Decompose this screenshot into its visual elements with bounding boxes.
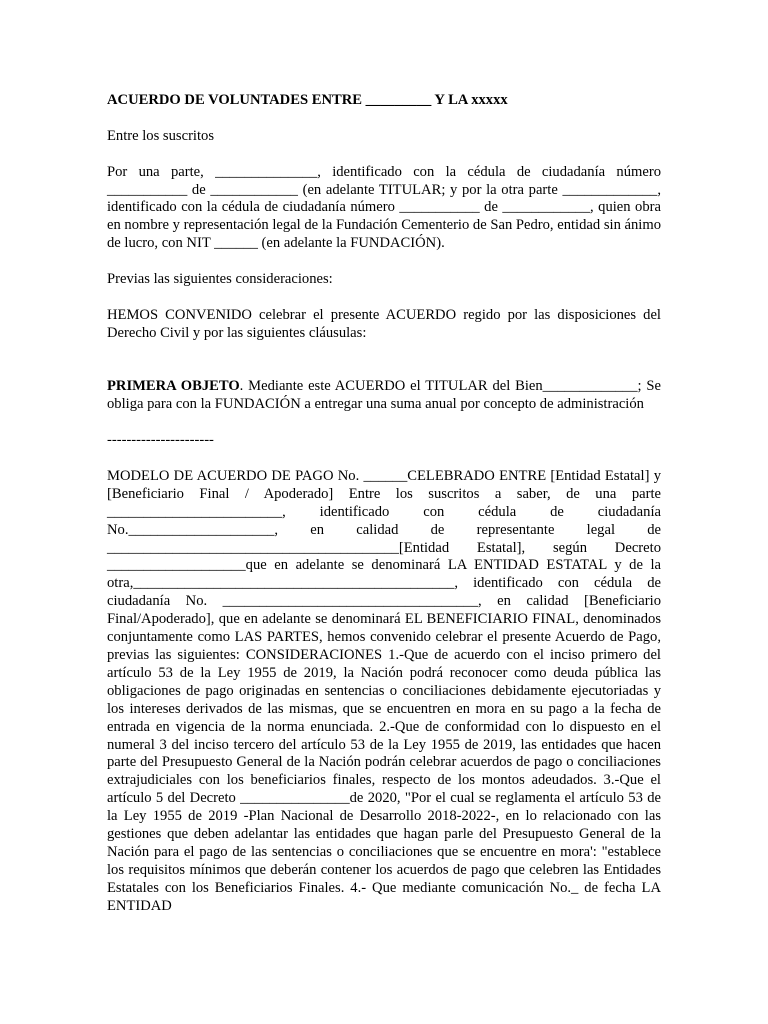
intro-paragraph: Entre los suscritos <box>107 127 215 144</box>
section-separator: ---------------------- <box>107 432 214 449</box>
document-title: ACUERDO DE VOLUNTADES ENTRE _________ Y LA xxxxx <box>107 92 508 108</box>
clause-first-paragraph <box>107 378 661 414</box>
parties-paragraph: Por una parte, ______________, identificado con la cédula de ciudadanía número ___________ de ____________ (en adelante TITULAR; y por la otra parte _____________, identificado con la cédula de ciudadanía número ___________ de ____________, quien obra en nombre y representación legal de la Fundación Cementerio de San Pedro, entidad sin ánimo de lucro, con NIT ______ (en adelante la FUNDACIÓN). <box>107 163 661 252</box>
considerations-paragraph: Previas las siguientes consideraciones: <box>107 271 333 288</box>
payment-agreement-model-paragraph: MODELO DE ACUERDO DE PAGO No. ______CELEBRADO ENTRE [Entidad Estatal] y [Beneficiario Final / Apoderado] Entre los suscritos a saber, de una parte ________________________, identificado con cédula de ciudadanía No.____________________, en calidad de representante legal de ________________________________________[Entidad Estatal], según Decreto ___________________que en adelante se denominará LA ENTIDAD ESTATAL y de la otra,____________________________________________, identificado con cédula de ciudadanía No. ___________________________________, en calidad [Beneficiario Final/Apoderado], que en adelante se denominará EL BENEFICIARIO FINAL, denominados conjuntamente como LAS PARTES, hemos convenido celebrar el presente Acuerdo de Pago, previas las siguientes: CONSIDERACIONES 1.-Que de acuerdo con el inciso primero del artículo 53 de la Ley 1955 de 2019, la Nación podrá reconocer como deuda pública las obligaciones de pago originadas en sentencias o conciliaciones debidamente ejecutoriadas y los intereses derivados de las mismas, que se encuentren en mora en su pago a la fecha de entrada en vigencia de la norma enunciada. 2.-Que de conformidad con lo dispuesto en el numeral 3 del inciso tercero del artículo 53 de la Ley 1955 de 2019, las entidades que hacen parte del Presupuesto General de la Nación podrán celebrar acuerdos de pago o conciliaciones extrajudiciales con los beneficiarios finales, respecto de los montos adeudados. 3.-Que el artículo 5 del Decreto _______________de 2020, "Por el cual se reglamenta el artículo 53 de la Ley 1955 de 2019 -Plan Nacional de Desarrollo 2018-2022-, en lo relacionado con las gestiones que deben adelantar las entidades que hagan parle del Presupuesto General de la Nación para el pago de las sentencias o conciliaciones que se encuentre en mora': "establece los requisitos mínimos que deberán contener los acuerdos de pago que celebren las Entidades Estatales con los Beneficiarios Finales. 4.- Que mediante comunicación No._ de fecha LA ENTIDAD <box>107 467 661 914</box>
document-page <box>107 92 661 916</box>
agreement-paragraph: HEMOS CONVENIDO celebrar el presente ACUERDO regido por las disposiciones del Derecho Civil y por las siguientes cláusulas: <box>107 306 661 341</box>
clause-first-text: . Mediante este ACUERDO el TITULAR del Bien_____________; Se obliga para con la FUNDACIÓN a entregar una suma anual por concepto de administración <box>107 378 661 413</box>
clause-first-heading: PRIMERA OBJETO <box>107 378 240 395</box>
